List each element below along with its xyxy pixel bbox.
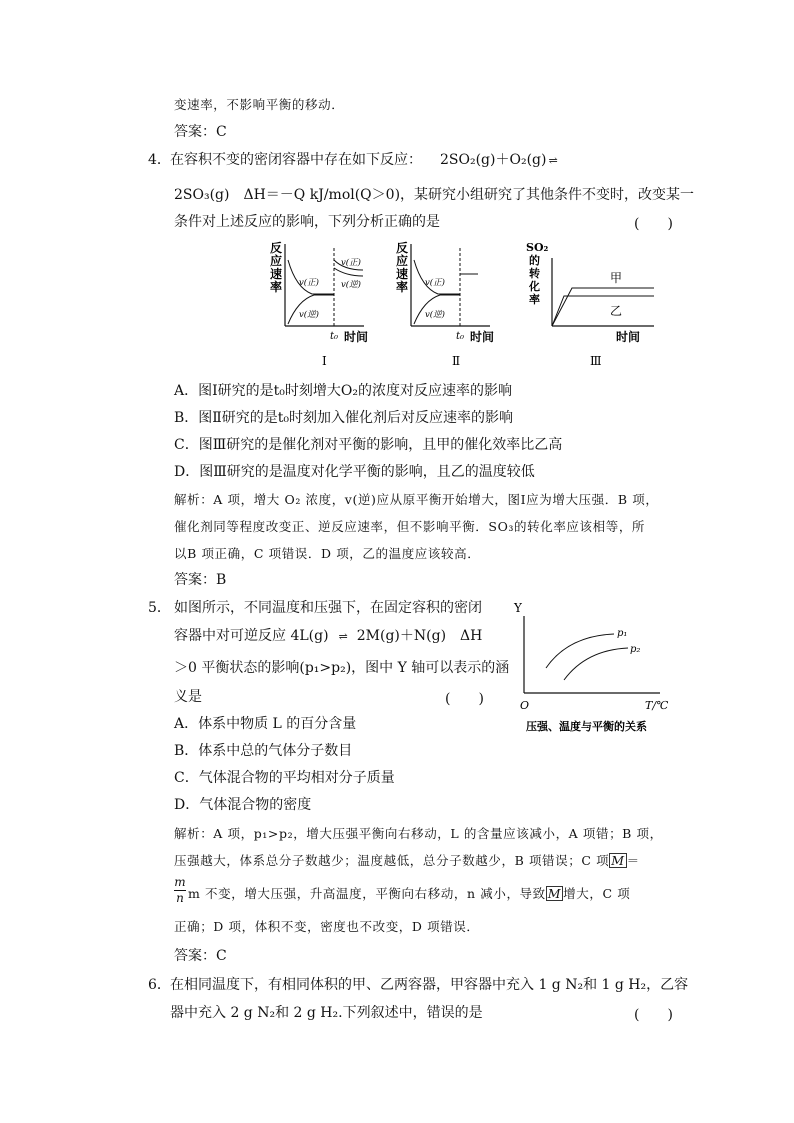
q5-number: 5． [148, 600, 171, 616]
fig2-x-label: 时间 [470, 330, 495, 344]
q5-answer: 答案：C [174, 948, 227, 964]
fig1-v-forward-label-right: v(正) [341, 258, 361, 268]
fig3-curve-yi [552, 296, 654, 326]
fig2-v-forward-label: v(正) [425, 278, 445, 288]
q5-mean-molar-mass-box-2: M [547, 886, 562, 901]
q4-option-c: C．图Ⅲ研究的是催化剂对平衡的影响，且甲的催化效率比乙高 [174, 437, 563, 453]
q5-curve-p1 [546, 634, 614, 668]
prev-answer: 答案：C [174, 124, 227, 140]
q4-answer-blank: ( ) [634, 216, 673, 232]
q4-analysis-line2: 催化剂同等程度改变正、逆反应速率，但不影响平衡．SO₃的转化率应该相等，所 [174, 519, 646, 534]
q5-analysis-line2-text: 压强越大，体系总分子数越少；温度越低，总分子数越少，B 项错误；C 项 [174, 853, 610, 868]
q5-analysis-line3 [188, 885, 630, 903]
fig1-v-forward-curve [288, 260, 334, 294]
q5-analysis-line4: 正确；D 项，体积不变，密度也不改变，D 项错误． [174, 919, 480, 934]
q6-number: 6． [148, 977, 171, 993]
q4-answer: 答案：B [174, 572, 227, 588]
q5-option-d: D．气体混合物的密度 [174, 797, 312, 813]
q5-equals: ＝ [626, 853, 640, 868]
fig1-ylabel-1: 应 [270, 254, 283, 268]
fig3-ylabel-4: 率 [529, 293, 540, 306]
fig3-caption: Ⅲ [590, 354, 602, 368]
q5-stem-line4: 义是 [174, 689, 202, 705]
q4-option-a: A．图Ⅰ研究的是t₀时刻增大O₂的浓度对反应速率的影响 [174, 383, 512, 399]
fig3-x-label: 时间 [616, 330, 641, 344]
q5-analysis-line3-tail: 增大，C 项 [563, 886, 631, 901]
q5-x-axis-label: T/℃ [645, 699, 669, 712]
fig3-label-jia: 甲 [610, 271, 623, 285]
q4-stem-line3: 条件对上述反应的影响，下列分析正确的是 [174, 214, 440, 230]
q5-mean-molar-mass-box: M [611, 853, 625, 868]
fig1-v-reverse-label: v(逆) [299, 310, 319, 320]
fig1-v-reverse-label-right: v(逆) [341, 280, 361, 290]
q5-graph-caption: 压强、温度与平衡的关系 [526, 720, 647, 733]
reversible-arrow-icon: ⇌ [548, 154, 557, 167]
q5-analysis-line3-text: m 不变，增大压强，升高温度，平衡向右移动，n 减小，导致 [188, 886, 546, 901]
q4-equation-left: 2SO₂(g)＋O₂(g) [440, 152, 547, 168]
q5-stem-line3: ＞0 平衡状态的影响(p₁>p₂)，图中 Y 轴可以表示的涵 [174, 660, 510, 676]
fig1-t0-label: t₀ [330, 331, 339, 342]
fig2-v-forward-curve [414, 260, 460, 294]
fig1-caption: Ⅰ [322, 354, 327, 368]
q5-y-axis-label: Y [514, 601, 522, 615]
q4-option-d: D．图Ⅲ研究的是温度对化学平衡的影响，且乙的温度较低 [174, 464, 535, 480]
fig3-label-yi: 乙 [610, 304, 623, 318]
fig2-ylabel-3: 率 [396, 280, 409, 294]
q4-stem-line1 [170, 151, 559, 170]
fig1-v-forward-after [334, 268, 363, 276]
fig2-ylabel-1: 应 [396, 254, 409, 268]
fig1-x-label: 时间 [344, 330, 369, 344]
prev-analysis-tail: 变速率，不影响平衡的移动． [174, 97, 345, 112]
q4-number: 4． [148, 152, 171, 168]
q4-figure-3 [524, 240, 664, 370]
fig1-v-forward-label: v(正) [299, 278, 319, 288]
q6-answer-blank: ( ) [634, 1007, 673, 1023]
q4-analysis-line1: 解析：A 项，增大 O₂ 浓度，v(逆)应从原平衡开始增大，图Ⅰ应为增大压强．B 项， [174, 492, 659, 507]
q4-figure-1 [266, 240, 370, 370]
q5-graph [510, 598, 680, 738]
q5-option-b: B．体系中总的气体分子数目 [174, 743, 353, 759]
q5-fraction-numerator: m [174, 875, 186, 889]
q4-stem-text1: 在容积不变的密闭容器中存在如下反应： [170, 152, 422, 168]
q4-product: 2SO₃(g) [174, 187, 230, 203]
fig1-ylabel-2: 速 [270, 267, 283, 281]
q4-delta-h: ΔH＝－Q kJ/mol(Q＞0)，某研究小组研究了其他条件不变时，改变某一 [243, 187, 695, 203]
q4-stem-line2 [174, 186, 694, 204]
q5-analysis-line2 [174, 852, 640, 870]
q5-reactant: 容器中对可逆反应 4L(g) [174, 628, 329, 644]
q5-answer-blank: ( ) [445, 691, 484, 707]
q5-p2-label: p₂ [630, 644, 641, 655]
q5-origin-label: O [520, 699, 530, 712]
fig2-v-reverse-label: v(逆) [425, 310, 445, 320]
fig3-ylabel-0: SO₂ [526, 241, 549, 254]
q5-products: 2M(g)＋N(g) ΔH [356, 628, 483, 644]
q5-option-c: C．气体混合物的平均相对分子质量 [174, 770, 395, 786]
q5-p1-label: p₁ [617, 628, 628, 639]
fig2-ylabel-2: 速 [396, 267, 409, 281]
fig1-ylabel-0: 反 [270, 241, 283, 255]
q4-option-b: B．图Ⅱ研究的是t₀时刻加入催化剂后对反应速率的影响 [174, 410, 514, 426]
fig2-t0-label: t₀ [456, 331, 465, 342]
q4-figure-2 [392, 240, 496, 370]
q4-analysis-line3: 以B 项正确，C 项错误．D 项，乙的温度应该较高． [174, 546, 481, 561]
fig1-ylabel-3: 率 [270, 280, 283, 294]
q6-stem-line2: 器中充入 2 g N₂和 2 g H₂.下列叙述中，错误的是 [170, 1005, 483, 1021]
q5-stem-line1: 如图所示，不同温度和压强下，在固定容积的密闭 [174, 600, 482, 616]
q6-stem-line1: 在相同温度下，有相同体积的甲、乙两容器，甲容器中充入 1 g N₂和 1 g H₂，乙容 [170, 977, 689, 993]
q5-analysis-line1: 解析：A 项，p₁>p₂，增大压强平衡向右移动，L 的含量应该减小，A 项错；B 项， [174, 826, 663, 841]
q5-fraction [174, 876, 186, 905]
fig2-ylabel-0: 反 [396, 241, 409, 255]
q5-stem-line2 [174, 627, 482, 646]
fig3-ylabel-3: 化 [529, 280, 540, 293]
q5-curve-p2 [564, 648, 628, 680]
q5-option-a: A．体系中物质 L 的百分含量 [174, 716, 357, 732]
fig3-curve-jia [552, 288, 654, 326]
fig3-ylabel-1: 的 [529, 254, 540, 267]
reversible-arrow-icon: ⇌ [338, 630, 347, 643]
fig2-caption: Ⅱ [452, 354, 461, 368]
fig3-ylabel-2: 转 [529, 267, 540, 280]
q5-fraction-denominator: n [176, 891, 184, 905]
